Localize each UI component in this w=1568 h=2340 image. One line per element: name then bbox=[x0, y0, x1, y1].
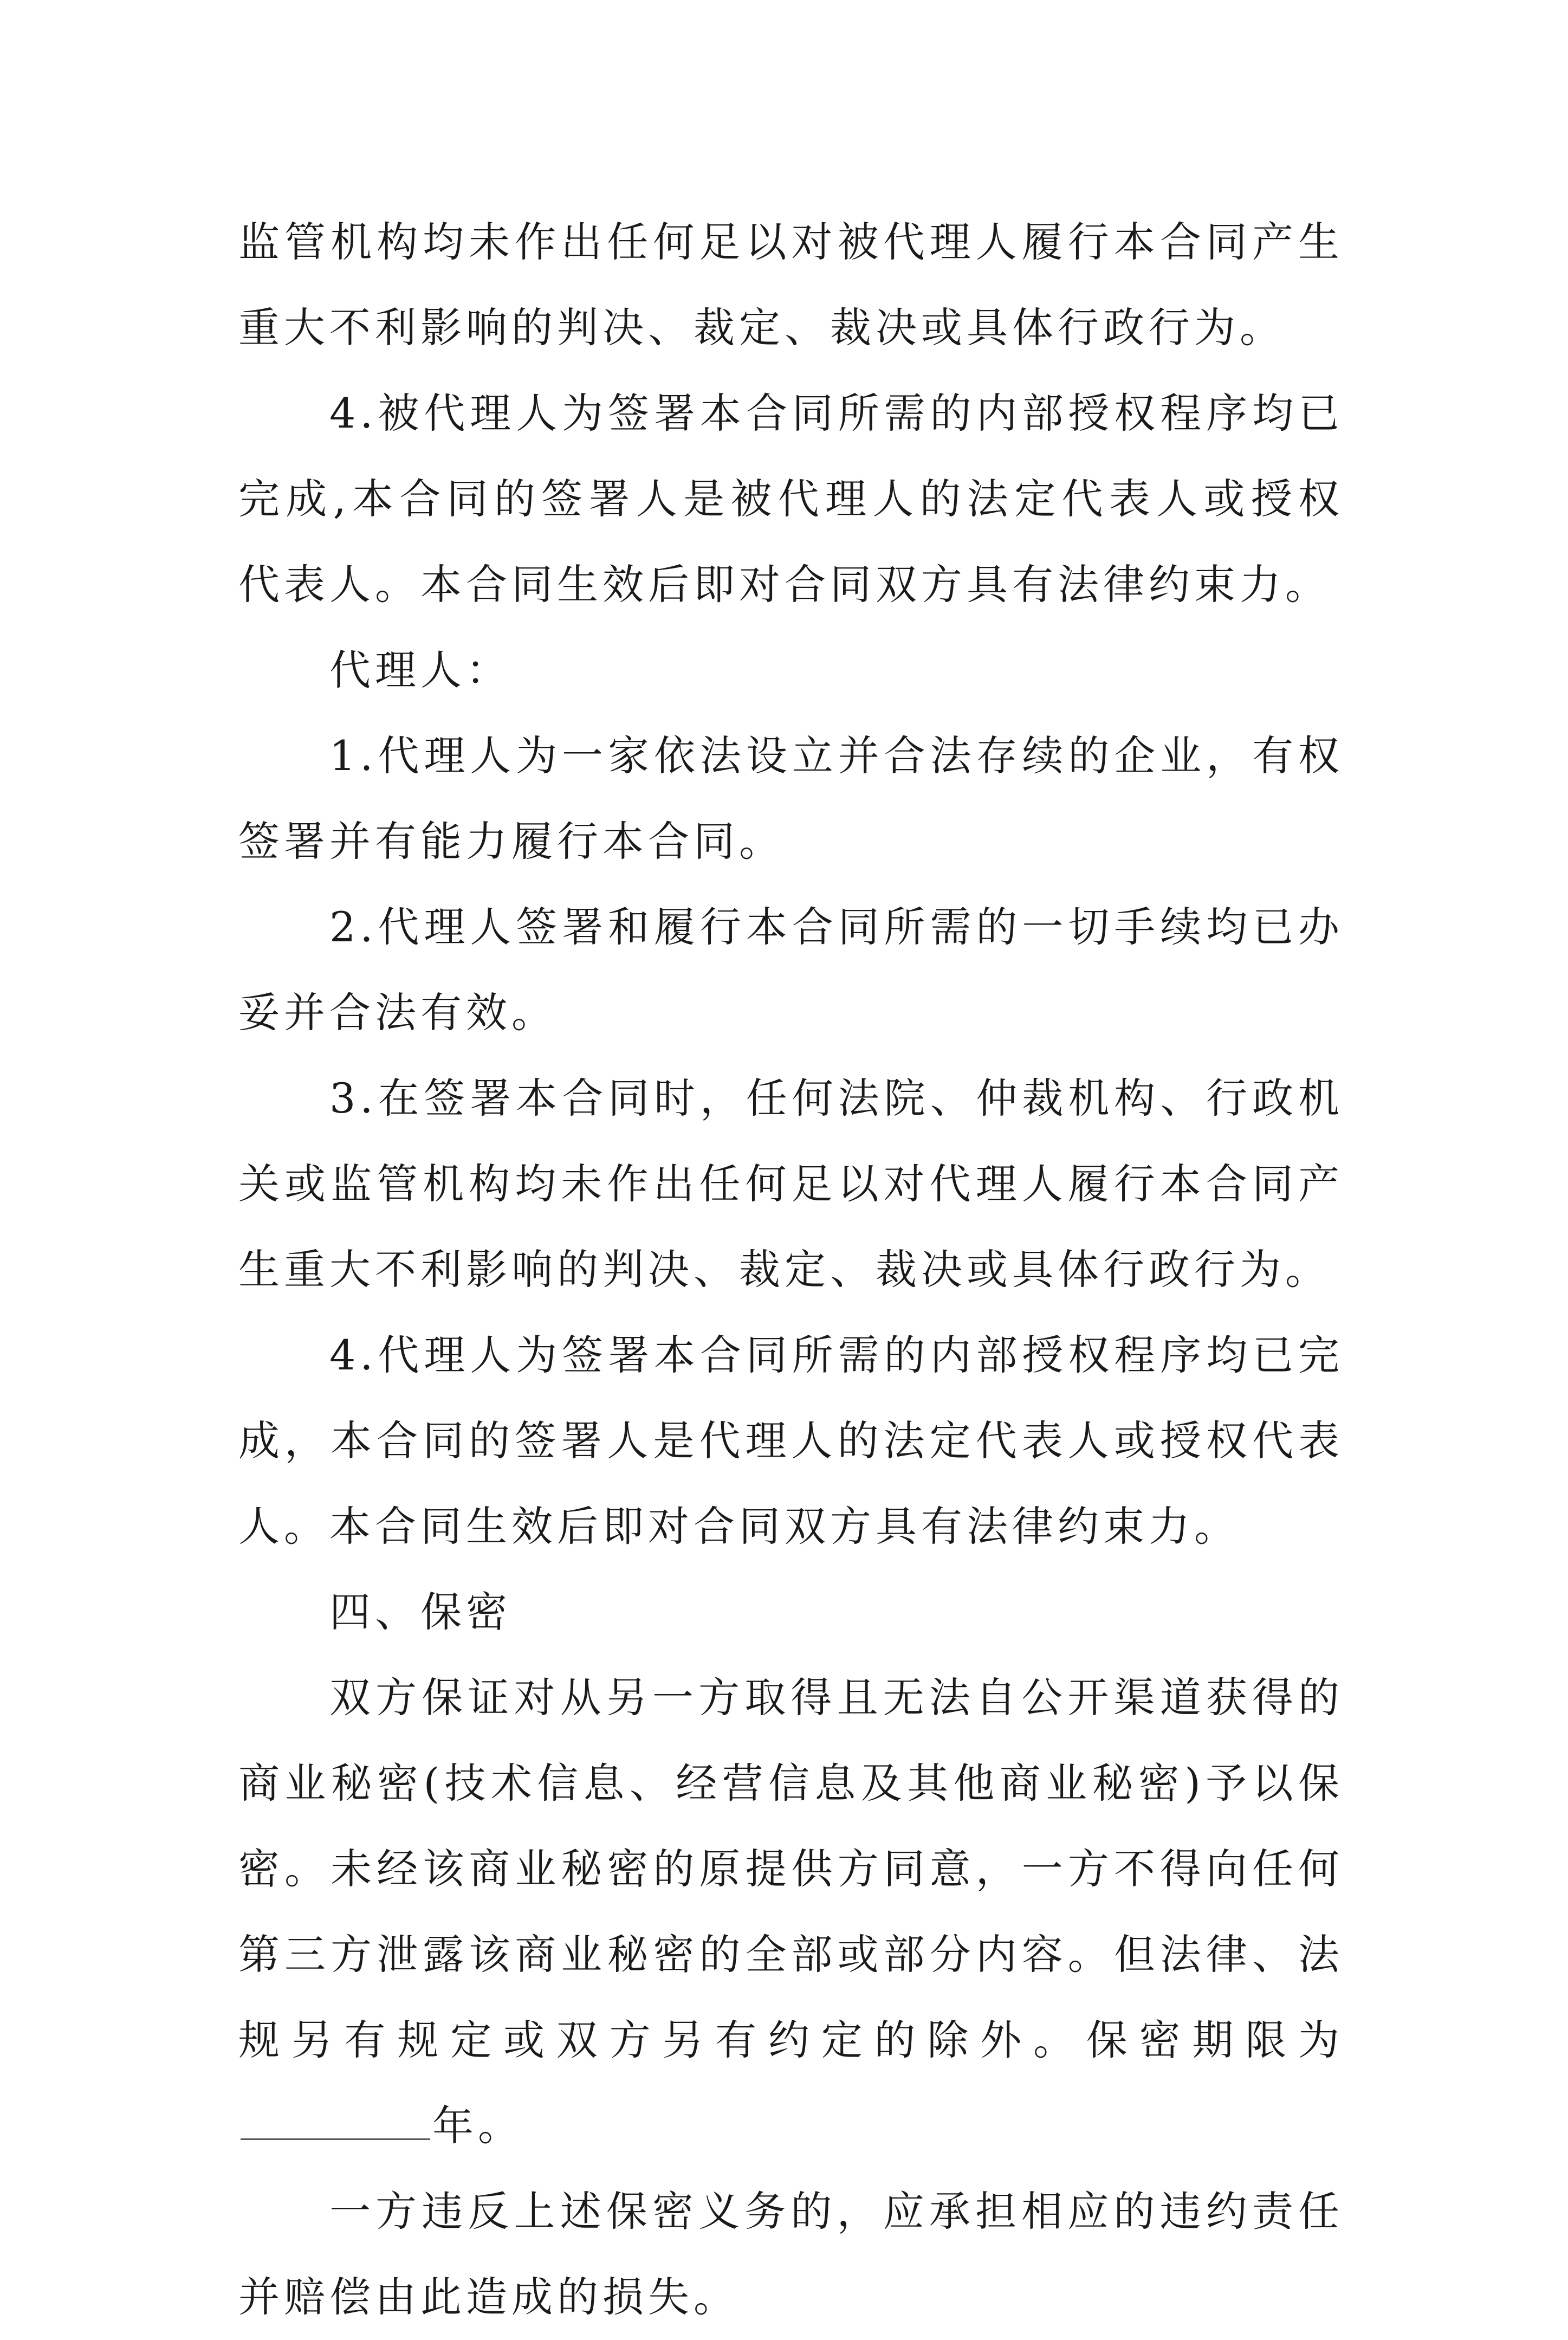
paragraph-confidentiality bbox=[238, 1655, 1344, 2169]
paragraph-agent-clause-3: 3.在签署本合同时，任何法院、仲裁机构、行政机关或监管机构均未作出任何足以对代理人履行本合同产生重大不利影响的判决、裁定、裁决或具体行政行为。 bbox=[238, 1074, 1344, 1294]
confidentiality-term-blank bbox=[241, 2100, 430, 2140]
heading-agent: 代理人： bbox=[329, 646, 511, 694]
section-heading-confidentiality: 四、保密 bbox=[329, 1588, 511, 1636]
document-body bbox=[238, 199, 1344, 2340]
confidentiality-text: 双方保证对从另一方取得且无法自公开渠道获得的商业秘密(技术信息、经营信息及其他商业秘密)予以保密。未经该商业秘密的原提供方同意，一方不得向任何第三方泄露该商业秘密的全部或部分内容。但法律、法规另有规定或双方另有约定的除外。保密期限为 bbox=[238, 1673, 1344, 2064]
paragraph-principal-clause-3-continued: 监管机构均未作出任何足以对被代理人履行本合同产生重大不利影响的判决、裁定、裁决或具体行政行为。 bbox=[238, 218, 1344, 352]
confidentiality-term-unit: 年。 bbox=[432, 2102, 523, 2150]
paragraph-principal-clause-4: 4.被代理人为签署本合同所需的内部授权程序均已完成,本合同的签署人是被代理人的法定代表人或授权代表人。本合同生效后即对合同双方具有法律约束力。 bbox=[238, 389, 1344, 609]
paragraph-agent-clause-2: 2.代理人签署和履行本合同所需的一切手续均已办妥并合法有效。 bbox=[238, 903, 1344, 1037]
paragraph-agent-clause-1: 1.代理人为一家依法设立并合法存续的企业，有权签署并有能力履行本合同。 bbox=[238, 732, 1344, 865]
paragraph-breach-liability: 一方违反上述保密义务的，应承担相应的违约责任并赔偿由此造成的损失。 bbox=[238, 2187, 1344, 2321]
paragraph-agent-clause-4: 4.代理人为签署本合同所需的内部授权程序均已完成，本合同的签署人是代理人的法定代表人或授权代表人。本合同生效后即对合同双方具有法律约束力。 bbox=[238, 1331, 1344, 1550]
